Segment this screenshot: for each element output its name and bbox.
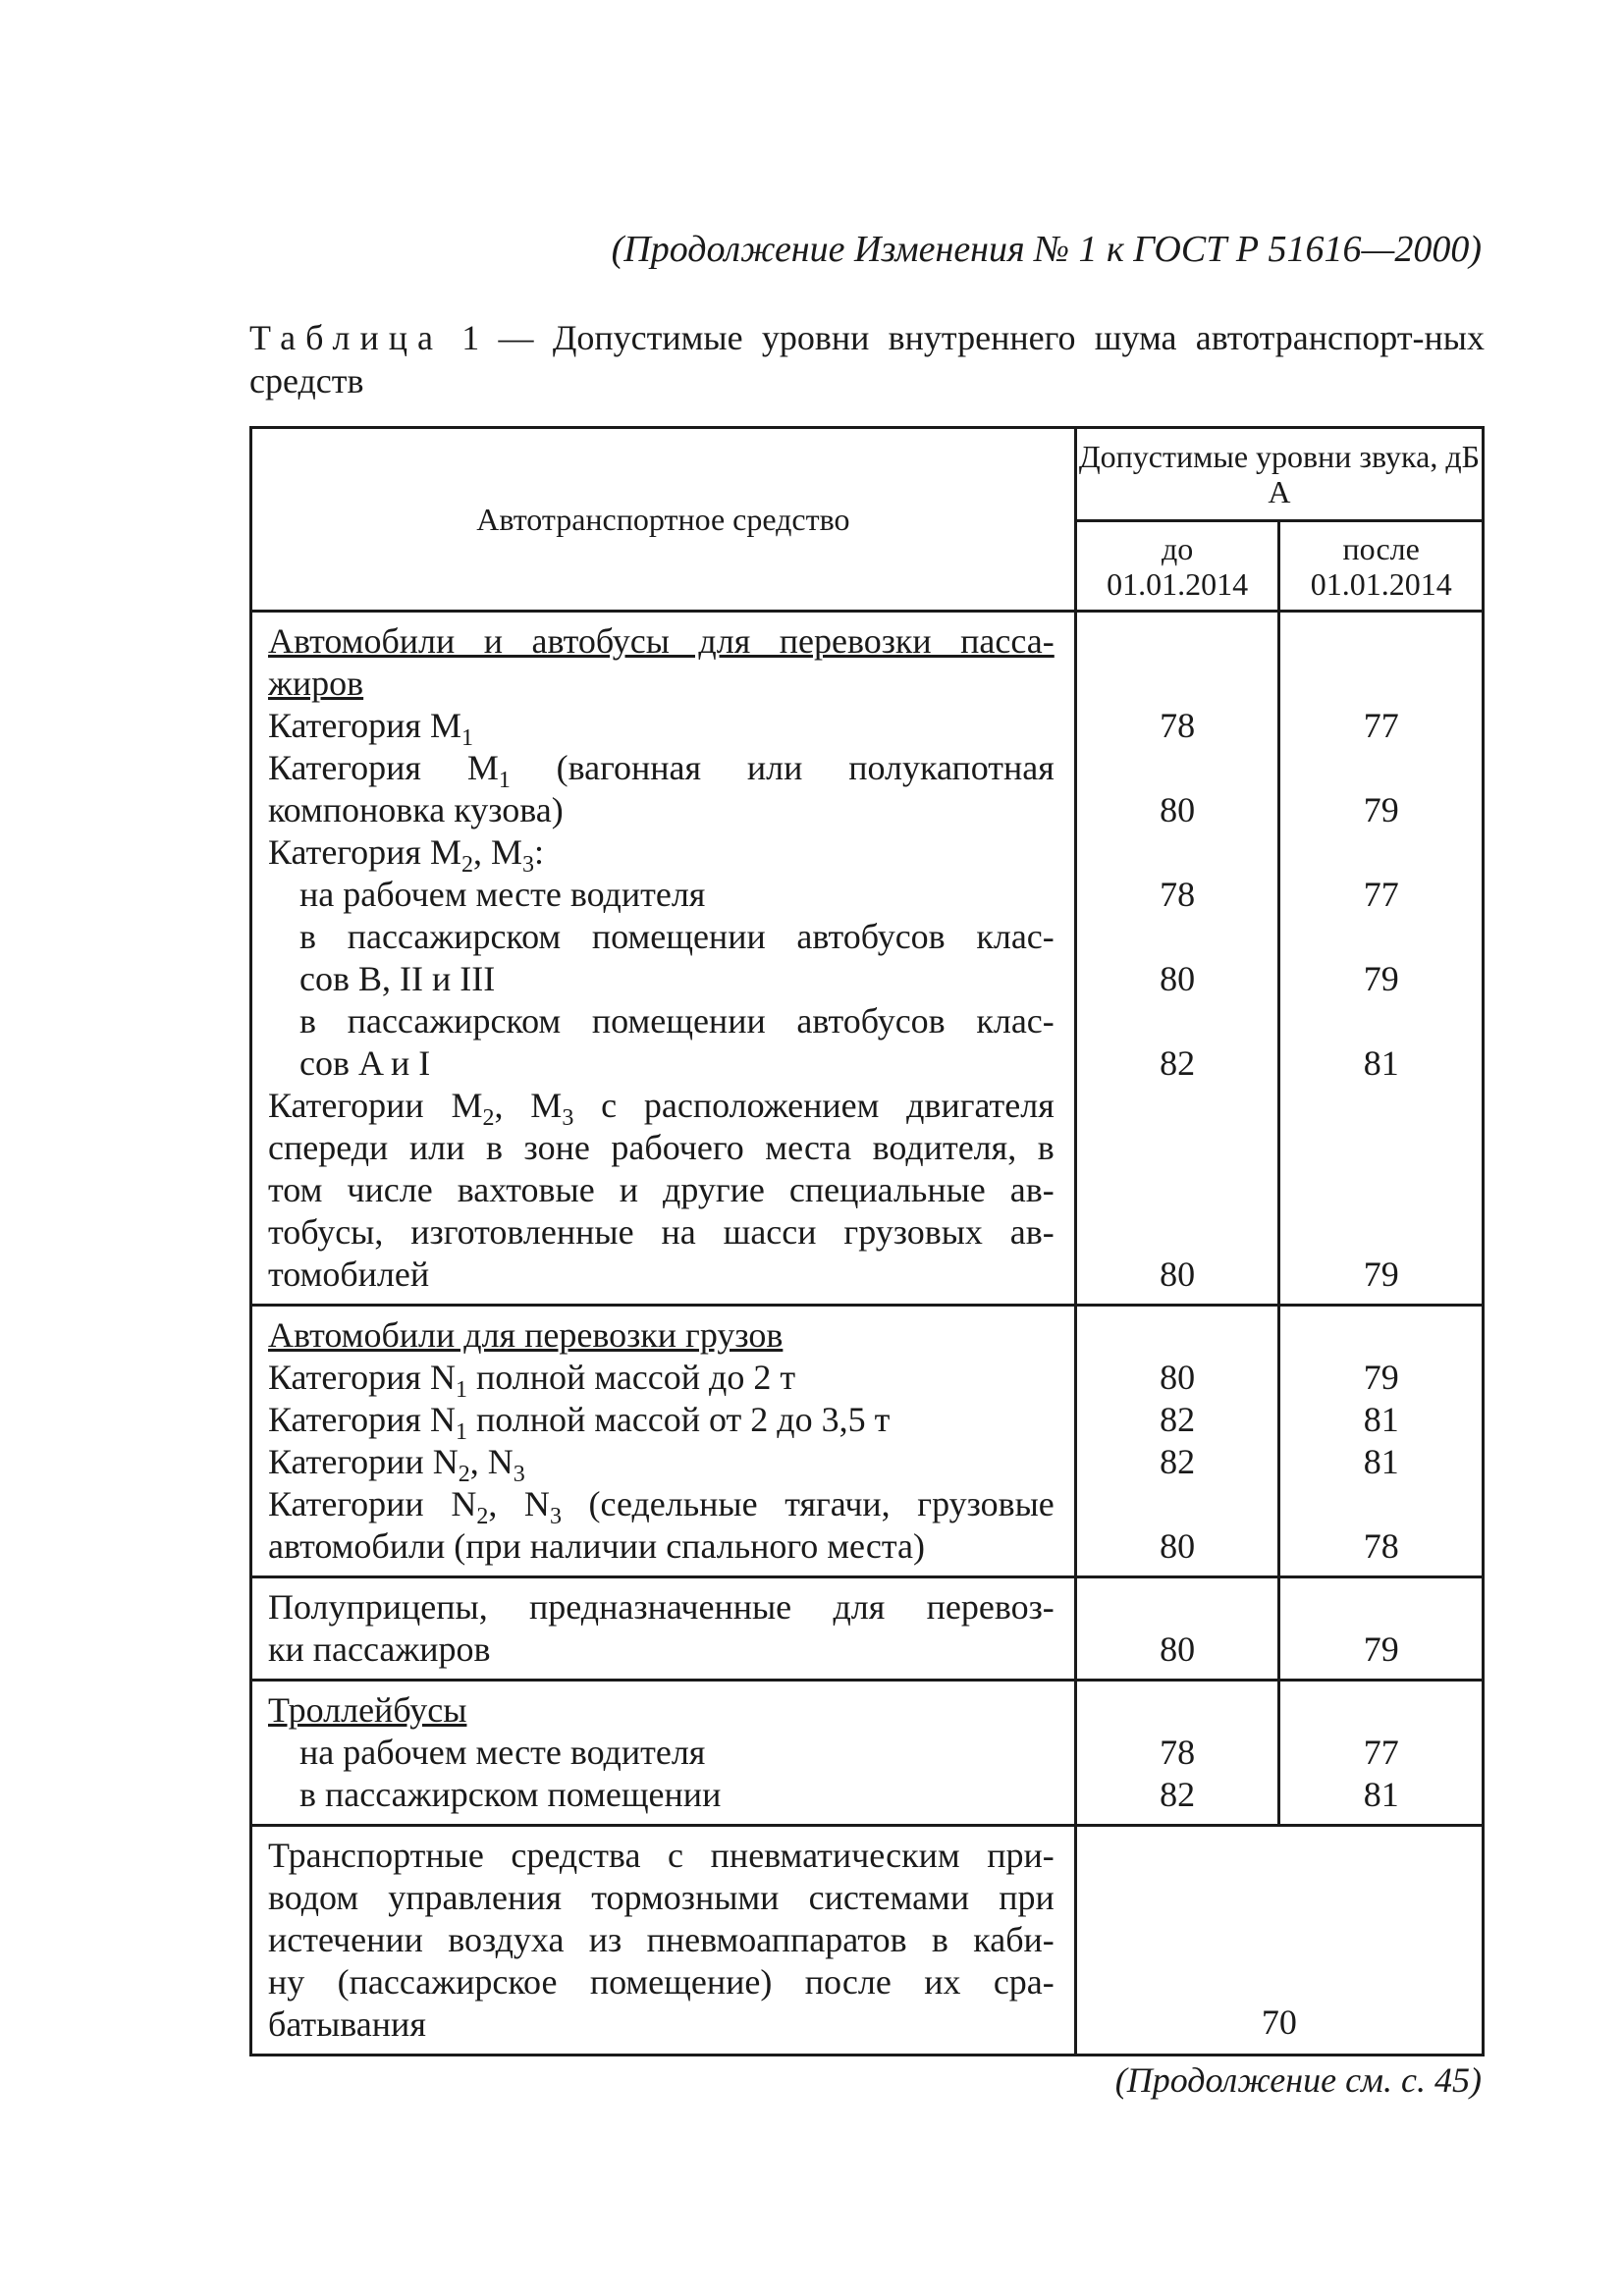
- section-passenger: [251, 612, 1484, 1306]
- value-after: 78: [1363, 1526, 1399, 1566]
- row-label: в пассажирском помещении автобусов клас-: [299, 917, 1055, 956]
- section-passenger-desc: [251, 612, 1076, 1306]
- table-caption-label: Таблица: [249, 318, 443, 357]
- row-label-cont: том числе вахтовые и другие специальные ав-: [268, 1170, 1055, 1209]
- value-before: 78: [1160, 875, 1196, 914]
- value-after: 81: [1363, 1043, 1399, 1083]
- row-label-cont: автомобили (при наличии спального места): [268, 1526, 926, 1566]
- header-before-date: 01.01.2014: [1107, 565, 1249, 602]
- row-label: Полуприцепы, предназначенные для перевоз-: [268, 1587, 1055, 1627]
- section-title: Троллейбусы: [268, 1690, 467, 1730]
- row-label-cont: компоновка кузова): [268, 790, 564, 829]
- value-after: 77: [1363, 706, 1399, 745]
- value-after: 79: [1363, 1358, 1399, 1397]
- row-label: Категория $M_1$: [268, 706, 473, 747]
- table-caption: [249, 316, 1485, 402]
- value-after: 81: [1363, 1400, 1399, 1439]
- value-before: 80: [1160, 1358, 1196, 1397]
- header-after-label: после: [1342, 530, 1420, 566]
- table-caption-text: 1 — Допустимые уровни внутреннего шума автотранспорт-ных средств: [249, 318, 1485, 400]
- section-cargo-desc: [251, 1306, 1076, 1577]
- value-before: 82: [1160, 1400, 1196, 1439]
- row-label: в пассажирском помещении: [299, 1775, 722, 1814]
- section-title-cont: жиров: [268, 664, 364, 703]
- row-label-cont: тобусы, изготовленные на шасси грузовых ав-: [268, 1212, 1055, 1252]
- header-after: [1279, 521, 1484, 612]
- row-label: Категории $M_2$, $M_3$ с расположением двигателя: [268, 1086, 1055, 1127]
- row-label: на рабочем месте водителя: [299, 875, 706, 914]
- row-label: Категории $N_2$, $N_3$: [268, 1442, 525, 1483]
- header-levels: Допустимые уровни звука, дБ А: [1075, 428, 1483, 521]
- row-label: Транспортные средства с пневматическим при-: [268, 1836, 1055, 1875]
- value-merged: 70: [1075, 1826, 1483, 2056]
- section-cargo-before: [1075, 1306, 1279, 1577]
- row-label: Категория $M_2$, $M_3$:: [268, 832, 545, 874]
- section-trolleybuses-desc: [251, 1681, 1076, 1826]
- header-vehicle: Автотранспортное средство: [251, 428, 1076, 612]
- section-pneumatic-desc: [251, 1826, 1076, 2056]
- row-label-cont: батывания: [268, 2004, 426, 2044]
- section-semitrailers-before: [1075, 1577, 1279, 1681]
- row-label: на рабочем месте водителя: [299, 1733, 706, 1772]
- section-title: Автомобили для перевозки грузов: [268, 1315, 784, 1355]
- row-label: Категория $N_1$ полной массой от 2 до 3,5 т: [268, 1400, 891, 1441]
- noise-levels-table: [249, 426, 1485, 2056]
- value-after: 77: [1363, 1733, 1399, 1772]
- row-label-cont: ки пассажиров: [268, 1629, 491, 1669]
- section-passenger-before: [1075, 612, 1279, 1306]
- row-label-cont: томобилей: [268, 1255, 430, 1294]
- header-before-label: до: [1161, 530, 1194, 566]
- value-after: 79: [1363, 1629, 1399, 1669]
- value-before: 82: [1160, 1775, 1196, 1814]
- row-label: Категория $M_1$ (вагонная или полукапотная: [268, 748, 1055, 789]
- section-semitrailers: [251, 1577, 1484, 1681]
- section-trolleybuses: [251, 1681, 1484, 1826]
- value-after: 81: [1363, 1775, 1399, 1814]
- section-semitrailers-after: [1279, 1577, 1484, 1681]
- value-after: 77: [1363, 875, 1399, 914]
- section-cargo-after: [1279, 1306, 1484, 1577]
- value-after: 79: [1363, 790, 1399, 829]
- section-pneumatic: [251, 1826, 1484, 2056]
- row-label: Категории $N_2$, $N_3$ (седельные тягачи, грузовые: [268, 1484, 1055, 1525]
- page-footer: (Продолжение см. с. 45): [1114, 2060, 1482, 2100]
- value-before: 80: [1160, 790, 1196, 829]
- section-trolleybuses-after: [1279, 1681, 1484, 1826]
- value-before: 80: [1160, 1255, 1196, 1294]
- value-before: 78: [1160, 1733, 1196, 1772]
- value-before: 80: [1160, 1629, 1196, 1669]
- header-before: [1075, 521, 1279, 612]
- value-after: 79: [1363, 1255, 1399, 1294]
- row-label-cont: спереди или в зоне рабочего места водителя, в: [268, 1128, 1055, 1167]
- page-header: (Продолжение Изменения № 1 к ГОСТ Р 51616—2000): [611, 229, 1482, 270]
- section-trolleybuses-before: [1075, 1681, 1279, 1826]
- row-label-cont: водом управления тормозными системами при: [268, 1878, 1055, 1917]
- value-after: 81: [1363, 1442, 1399, 1481]
- row-label-cont: истечении воздуха из пневмоаппаратов в каби-: [268, 1920, 1055, 1959]
- row-label: Категория $N_1$ полной массой до 2 т: [268, 1358, 796, 1399]
- section-semitrailers-desc: [251, 1577, 1076, 1681]
- row-label-cont: сов A и I: [299, 1043, 431, 1083]
- value-after: 79: [1363, 959, 1399, 998]
- header-after-date: 01.01.2014: [1310, 565, 1452, 602]
- value-before: 80: [1160, 1526, 1196, 1566]
- row-label-cont: ну (пассажирское помещение) после их сра-: [268, 1962, 1055, 2002]
- value-before: 80: [1160, 959, 1196, 998]
- section-passenger-after: [1279, 612, 1484, 1306]
- row-label-cont: сов B, II и III: [299, 959, 496, 998]
- value-before: 78: [1160, 706, 1196, 745]
- row-label: в пассажирском помещении автобусов клас-: [299, 1001, 1055, 1041]
- value-before: 82: [1160, 1043, 1196, 1083]
- section-cargo: [251, 1306, 1484, 1577]
- value-before: 82: [1160, 1442, 1196, 1481]
- section-title: Автомобили и автобусы для перевозки пасса-: [268, 621, 1055, 661]
